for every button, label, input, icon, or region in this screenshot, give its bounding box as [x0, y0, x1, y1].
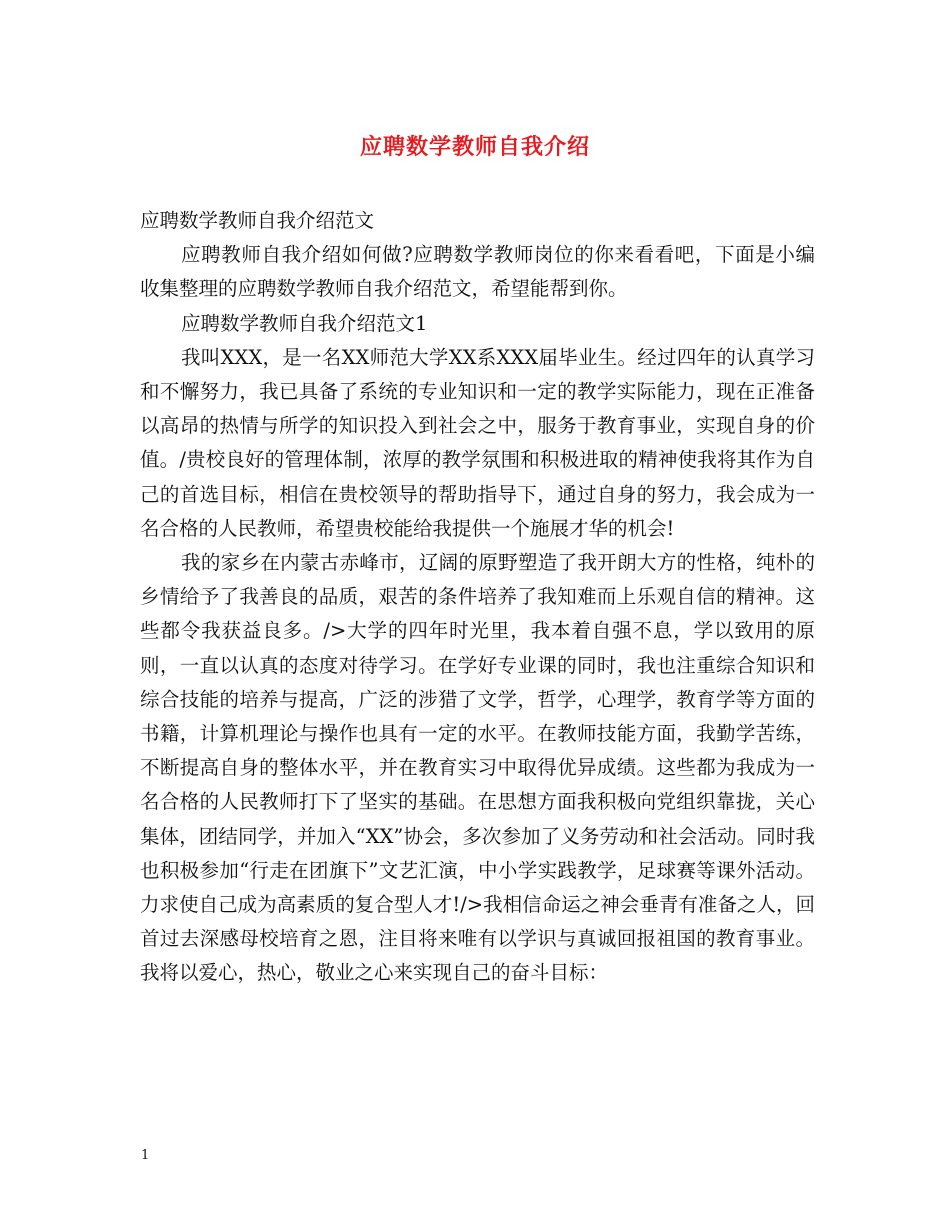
document-title: 应聘数学教师自我介绍: [359, 135, 590, 160]
document-body: [140, 204, 815, 991]
subtitle: 应聘数学教师自我介绍范文: [140, 209, 375, 232]
page-number: 1: [141, 1148, 150, 1163]
body-paragraph: 我叫XXX，是一名XX师范大学XX系XXX届毕业生。经过四年的认真学习和不懈努力，我已具备了系统的专业知识和一定的教学实际能力，现在正准备以高昂的热情与所学的知识投入到社会之中，服务于教育事业，实现自身的价值。/贵校良好的管理体制，浓厚的教学氛围和积极进取的精神使我将其作为自己的首选目标，相信在贵校领导的帮助指导下，通过自身的努力，我会成为一名合格的人民教师，希望贵校能给我提供一个施展才华的机会!: [140, 345, 815, 540]
intro-paragraph: 应聘教师自我介绍如何做?应聘数学教师岗位的你来看看吧，下面是小编收集整理的应聘数学教师自我介绍范文，希望能帮到你。: [140, 243, 815, 301]
section-heading: 应聘数学教师自我介绍范文1: [181, 311, 428, 335]
body-paragraph: 我的家乡在内蒙古赤峰市，辽阔的原野塑造了我开朗大方的性格，纯朴的乡情给予了我善良的品质，艰苦的条件培养了我知难而上乐观自信的精神。这些都令我获益良多。/>大学的四年时光里，我本着自强不息，学以致用的原则，一直以认真的态度对待学习。在学好专业课的同时，我也注重综合知识和综合技能的培养与提高，广泛的涉猎了文学，哲学，心理学，教育学等方面的书籍，计算机理论与操作也具有一定的水平。在教师技能方面，我勤学苦练，不断提高自身的整体水平，并在教育实习中取得优异成绩。这些都为我成为一名合格的人民教师打下了坚实的基础。在思想方面我积极向党组织靠拢，关心集体，团结同学，并加入“XX”协会，多次参加了义务劳动和社会活动。同时我也积极参加“行走在团旗下”文艺汇演，中小学实践教学，足球赛等课外活动。力求使自己成为高素质的复合型人才!/>我相信命运之神会垂青有准备之人，回首过去深感母校培育之恩，注目将来唯有以学识与真诚回报祖国的教育事业。我将以爱心，热心，敬业之心来实现自己的奋斗目标：: [140, 551, 815, 985]
